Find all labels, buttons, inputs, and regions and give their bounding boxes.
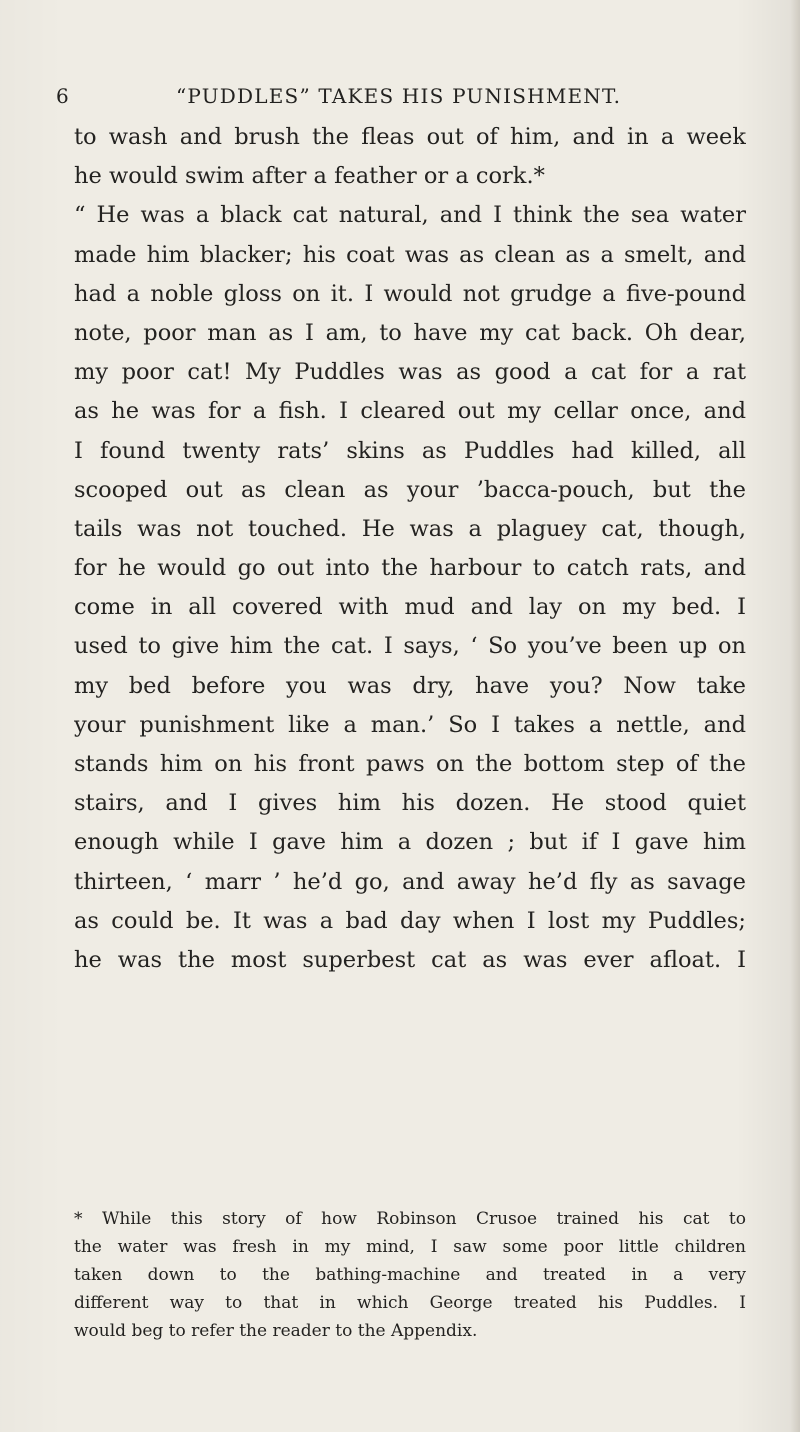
text-line: “ He was a black cat natural, and I think the sea water — [74, 202, 746, 229]
chapter-title: “PUDDLES” TAKES HIS PUNISHMENT. — [176, 84, 622, 108]
text-line: made him blacker; his coat was as clean as a smelt, and — [74, 241, 746, 268]
text-line: enough while I gave him a dozen ; but if I gave him — [74, 829, 746, 856]
text-line: tails was not touched. He was a plaguey cat, though, — [74, 515, 746, 542]
footnote-line: the water was fresh in my mind, I saw some poor little children — [74, 1237, 746, 1257]
footnote-line: different way to that in which George treated his Puddles. I — [74, 1293, 746, 1313]
text-line: as he was for a fish. I cleared out my cellar once, and — [74, 398, 746, 425]
text-line: had a noble gloss on it. I would not grudge a five-pound — [74, 280, 746, 307]
text-line: note, poor man as I am, to have my cat back. Oh dear, — [74, 319, 746, 346]
text-line: my poor cat! My Puddles was as good a cat for a rat — [74, 359, 746, 386]
text-line: he would swim after a feather or a cork.* — [74, 163, 545, 190]
text-line: for he would go out into the harbour to catch rats, and — [74, 555, 746, 582]
footnote — [74, 1205, 746, 1345]
text-line: used to give him the cat. I says, ‘ So you’ve been up on — [74, 633, 746, 660]
body-text — [74, 118, 746, 980]
text-line: stands him on his front paws on the bottom step of the — [74, 751, 746, 777]
footnote-line: taken down to the bathing-machine and treated in a very — [74, 1265, 746, 1285]
page-number: 6 — [56, 84, 70, 108]
text-line: thirteen, ‘ marr ’ he’d go, and away he’d fly as savage — [74, 868, 746, 895]
text-line: my bed before you was dry, have you? Now take — [74, 672, 746, 699]
text-line: your punishment like a man.’ So I takes a nettle, and — [74, 711, 746, 738]
text-line: I found twenty rats’ skins as Puddles had killed, all — [74, 437, 746, 464]
text-line: come in all covered with mud and lay on my bed. I — [74, 594, 746, 621]
text-line: to wash and brush the fleas out of him, and in a week — [74, 124, 746, 150]
page-edge-shadow — [790, 0, 800, 1432]
text-line: scooped out as clean as your ’bacca-pouch, but the — [74, 476, 746, 503]
footnote-line: * While this story of how Robinson Crusoe trained his cat to — [74, 1209, 746, 1229]
running-head — [56, 84, 756, 114]
text-line: stairs, and I gives him his dozen. He stood quiet — [74, 790, 746, 817]
footnote-line: would beg to refer the reader to the Appendix. — [74, 1321, 478, 1341]
text-line: as could be. It was a bad day when I lost my Puddles; — [74, 907, 746, 934]
text-line: he was the most superbest cat as was ever afloat. I — [74, 946, 746, 973]
